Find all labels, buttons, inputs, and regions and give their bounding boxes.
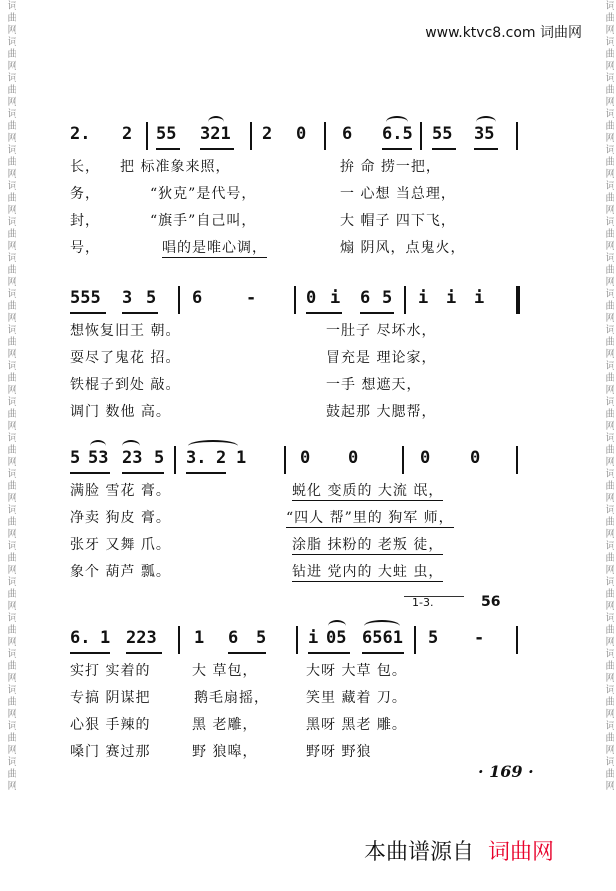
lyric: 长， — [70, 159, 100, 175]
footer-brand-link[interactable]: 词曲网 — [488, 840, 555, 865]
lyric: 封， — [70, 213, 100, 229]
slur — [122, 440, 140, 452]
lyric-line-3 — [70, 530, 540, 557]
note: 1 — [194, 628, 205, 648]
slur — [188, 440, 238, 452]
note: 6. — [70, 628, 91, 648]
note: 5 — [382, 288, 393, 308]
lyric: 铁棍子到处 敲。 — [70, 377, 181, 393]
barline — [146, 122, 148, 150]
note: 6.5 — [382, 124, 413, 144]
lyric: 涂脂 抹粉的 老叛 徒， — [292, 534, 443, 555]
slur — [90, 440, 106, 452]
barline — [284, 446, 286, 474]
lyric: 嗓门 赛过那 — [70, 744, 151, 760]
slur — [328, 620, 346, 632]
note: 6 — [360, 288, 371, 308]
lyric-line-2 — [70, 503, 540, 530]
note: i — [308, 628, 319, 648]
lyric-line-1 — [70, 476, 540, 503]
note: 5 — [154, 448, 165, 468]
score-system-1 — [70, 118, 540, 260]
note: 2 — [262, 124, 273, 144]
note: 05 — [326, 628, 347, 648]
barline — [414, 626, 416, 654]
lyric: 野 狼嗥， — [192, 744, 258, 760]
barline — [294, 286, 296, 314]
note: 1 — [236, 448, 247, 468]
note: - — [474, 628, 485, 648]
note: 0 — [306, 288, 317, 308]
note: i — [474, 288, 485, 308]
score-system-2 — [70, 282, 540, 424]
page-badge: 56 — [481, 594, 501, 610]
underline — [200, 148, 234, 150]
barline — [174, 446, 176, 474]
note: 6 — [342, 124, 353, 144]
lyric: 大呀 大草 包。 — [306, 663, 407, 679]
lyric: 冒充是 理论家， — [326, 350, 437, 366]
lyric: 净卖 狗皮 膏。 — [70, 510, 171, 526]
note: 2 — [122, 124, 133, 144]
underline — [360, 312, 394, 314]
note: i — [330, 288, 341, 308]
note: 35 — [474, 124, 495, 144]
underline — [156, 148, 180, 150]
barline — [516, 122, 518, 150]
note: 53 — [88, 448, 109, 468]
barline — [516, 626, 518, 654]
note: 555 — [70, 288, 101, 308]
lyric: 煽 阴风，点鬼火， — [340, 240, 466, 256]
underline — [70, 472, 110, 474]
barline — [250, 122, 252, 150]
lyric: 想恢复旧王 朝。 — [70, 323, 181, 339]
footer-credit — [364, 835, 554, 866]
barline — [178, 286, 180, 314]
lyric: “旗手”自己叫， — [150, 213, 257, 229]
lyric: 专搞 阴谋把 — [70, 690, 151, 706]
note: 5 — [256, 628, 267, 648]
volta-label: 1-3. — [412, 596, 434, 609]
page-number: · 169 · — [478, 762, 534, 781]
underline — [126, 652, 162, 654]
lyric: 黑 老雕， — [192, 717, 258, 733]
lyric: 号， — [70, 240, 100, 256]
lyric: 一手 想遮天， — [326, 377, 422, 393]
note: 0 — [296, 124, 307, 144]
underline — [382, 148, 412, 150]
underline — [70, 652, 110, 654]
underline — [474, 148, 498, 150]
barline — [516, 286, 520, 314]
underline — [362, 652, 404, 654]
note: 6561 — [362, 628, 403, 648]
note: 2. — [70, 124, 91, 144]
notes-row — [70, 282, 540, 316]
note: 3 — [122, 288, 133, 308]
note: 321 — [200, 124, 231, 144]
slur — [476, 116, 496, 128]
slur — [208, 116, 224, 128]
notes-row — [70, 622, 540, 656]
lyric: “狄克”是代号， — [150, 186, 257, 202]
note: 0 — [470, 448, 481, 468]
note: 1 — [100, 628, 111, 648]
score-system-3 — [70, 442, 540, 584]
lyric: 一 心想 当总理， — [340, 186, 456, 202]
slur — [386, 116, 408, 128]
underline — [432, 148, 456, 150]
lyric: 钻进 党内的 大蛀 虫， — [292, 561, 443, 582]
underline — [70, 312, 106, 314]
note: 55 — [156, 124, 177, 144]
note: 5 — [146, 288, 157, 308]
note: i — [418, 288, 429, 308]
lyric: 耍尽了鬼花 招。 — [70, 350, 181, 366]
underline — [186, 472, 226, 474]
notes-row — [70, 442, 540, 476]
barline — [404, 286, 406, 314]
footer-prefix: 本曲谱源自 — [364, 840, 475, 865]
lyric: 野呀 野狼 — [306, 744, 372, 760]
note: 0 — [420, 448, 431, 468]
note: 0 — [348, 448, 359, 468]
underline — [306, 312, 342, 314]
note: 2 — [216, 448, 227, 468]
lyric: “四人 帮”里的 狗军 师， — [286, 507, 454, 528]
lyric: 笑里 藏着 刀。 — [306, 690, 407, 706]
lyric-line-3 — [70, 370, 540, 397]
note: 5 — [428, 628, 439, 648]
lyric-line-3 — [70, 710, 540, 737]
lyric: 张牙 又舞 爪。 — [70, 537, 171, 553]
lyric-line-4 — [70, 557, 540, 584]
note: i — [446, 288, 457, 308]
right-watermark: 词曲网词曲网词曲网词曲网词曲网词曲网词曲网词曲网词曲网词曲网词曲网词曲网词曲网词曲网词曲网词曲网词曲网词曲网词曲网词曲网词曲网词曲网 — [603, 0, 614, 792]
lyric: 满脸 雪花 膏。 — [70, 483, 171, 499]
slur — [364, 620, 400, 632]
lyric: 一肚子 尽坏水， — [326, 323, 437, 339]
lyric-line-2 — [70, 343, 540, 370]
lyric-line-4 — [70, 397, 540, 424]
lyric: 黑呀 黑老 雕。 — [306, 717, 407, 733]
site-url[interactable]: www.ktvc8.com 词曲网 — [425, 25, 582, 41]
lyric: 大 草包， — [192, 663, 258, 679]
lyric-line-3 — [70, 206, 540, 233]
lyric: 鼓起那 大腮帮， — [326, 404, 437, 420]
lyric-line-1 — [70, 656, 540, 683]
lyric: 调门 数他 高。 — [70, 404, 171, 420]
lyric: 唱的是唯心调， — [162, 237, 267, 258]
note: 6 — [228, 628, 239, 648]
note: 223 — [126, 628, 157, 648]
underline — [122, 472, 164, 474]
lyric-line-4 — [70, 233, 540, 260]
note: - — [246, 288, 257, 308]
barline — [402, 446, 404, 474]
barline — [296, 626, 298, 654]
lyric: 拚 命 捞一把， — [340, 159, 441, 175]
lyric-line-4 — [70, 737, 540, 764]
lyric-line-2 — [70, 179, 540, 206]
note: 55 — [432, 124, 453, 144]
lyric-line-2 — [70, 683, 540, 710]
lyric: 大 帽子 四下飞， — [340, 213, 456, 229]
lyric: 务， — [70, 186, 100, 202]
note: 6 — [192, 288, 203, 308]
lyric-line-1 — [70, 152, 540, 179]
note: 3. — [186, 448, 207, 468]
left-watermark: 词曲网词曲网词曲网词曲网词曲网词曲网词曲网词曲网词曲网词曲网词曲网词曲网词曲网词曲网词曲网词曲网词曲网词曲网词曲网词曲网词曲网词曲网 — [5, 0, 16, 792]
score-system-4 — [70, 622, 540, 764]
lyric: 蜕化 变质的 大流 氓， — [292, 480, 443, 501]
lyric: 把 标准象来照， — [120, 159, 231, 175]
lyric: 鹅毛扇摇， — [194, 690, 269, 706]
lyric-line-1 — [70, 316, 540, 343]
underline — [228, 652, 266, 654]
barline — [516, 446, 518, 474]
note: 0 — [300, 448, 311, 468]
barline — [178, 626, 180, 654]
lyric: 心狠 手辣的 — [70, 717, 151, 733]
underline — [308, 652, 350, 654]
note: 23 — [122, 448, 143, 468]
underline — [122, 312, 158, 314]
barline — [420, 122, 422, 150]
note: 5 — [70, 448, 81, 468]
notes-row — [70, 118, 540, 152]
barline — [324, 122, 326, 150]
lyric: 象个 葫芦 瓢。 — [70, 564, 171, 580]
lyric: 实打 实着的 — [70, 663, 151, 679]
